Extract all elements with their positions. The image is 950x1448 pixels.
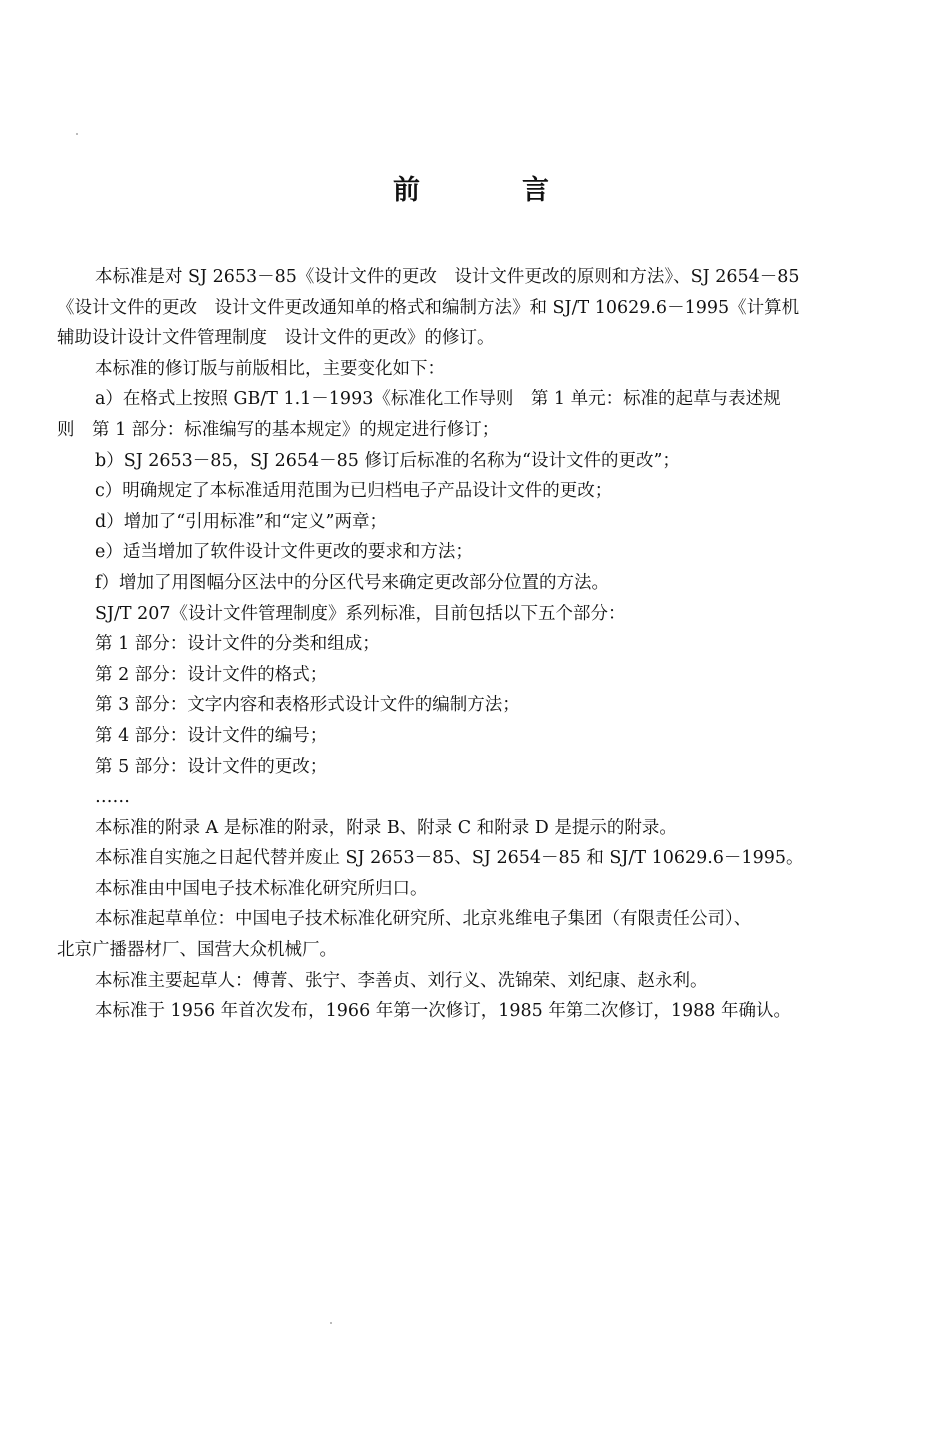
paragraph	[57, 660, 891, 691]
title-char-2: 言	[522, 175, 549, 206]
paragraph	[57, 782, 891, 813]
text-line: 第 1 部分：设计文件的分类和组成；	[95, 634, 380, 655]
text-line: d）增加了“引用标准”和“定义”两章；	[95, 511, 387, 532]
paragraph	[57, 262, 891, 354]
scan-speck	[330, 1322, 332, 1324]
text-line: SJ/T 207《设计文件管理制度》系列标准，目前包括以下五个部分：	[95, 603, 626, 624]
text-line: 辅助设计设计文件管理制度 设计文件的更改》的修订。	[57, 328, 495, 349]
text-line: a）在格式上按照 GB/T 1.1－1993《标准化工作导则 第 1 单元：标准的起草与表述规	[95, 389, 781, 410]
paragraph	[57, 629, 891, 660]
paragraph	[57, 446, 891, 477]
text-line: 北京广播器材厂、国营大众机械厂。	[57, 940, 337, 961]
paragraph	[57, 354, 891, 385]
text-line: c）明确规定了本标准适用范围为已归档电子产品设计文件的更改；	[95, 481, 613, 502]
text-line: f）增加了用图幅分区法中的分区代号来确定更改部分位置的方法。	[95, 572, 609, 593]
text-line: 本标准的修订版与前版相比，主要变化如下：	[95, 358, 445, 379]
scan-speck	[76, 133, 78, 135]
text-line: 第 3 部分：文字内容和表格形式设计文件的编制方法；	[95, 695, 520, 716]
paragraph	[57, 690, 891, 721]
text-line: 第 5 部分：设计文件的更改；	[95, 756, 328, 777]
paragraph	[57, 813, 891, 844]
text-line: 本标准的附录 A 是标准的附录，附录 B、附录 C 和附录 D 是提示的附录。	[95, 817, 677, 838]
text-line: e）适当增加了软件设计文件更改的要求和方法；	[95, 542, 473, 563]
paragraph	[57, 537, 891, 568]
paragraph	[57, 752, 891, 783]
text-line: 《设计文件的更改 设计文件更改通知单的格式和编制方法》和 SJ/T 10629.6－1995《计算机	[57, 297, 800, 318]
document-body	[57, 262, 891, 1027]
text-line: 本标准起草单位：中国电子技术标准化研究所、北京兆维电子集团（有限责任公司）、	[95, 909, 752, 930]
paragraph	[57, 996, 891, 1027]
text-line: 第 2 部分：设计文件的格式；	[95, 664, 328, 685]
paragraph	[57, 874, 891, 905]
text-line: ……	[95, 787, 130, 808]
paragraph	[57, 904, 891, 965]
title-char-1: 前	[393, 175, 420, 206]
text-line: 本标准主要起草人：傅菁、张宁、李善贞、刘行义、冼锦荣、刘纪康、赵永利。	[95, 970, 708, 991]
text-line: 本标准是对 SJ 2653－85《设计文件的更改 设计文件更改的原则和方法》、SJ 2654－85	[95, 267, 800, 287]
paragraph	[57, 568, 891, 599]
text-line: 本标准自实施之日起代替并废止 SJ 2653－85、SJ 2654－85 和 SJ/T 10629.6－1995。	[95, 848, 804, 869]
paragraph	[57, 966, 891, 997]
text-line: 则 第 1 部分：标准编写的基本规定》的规定进行修订；	[57, 419, 500, 440]
text-line: 本标准于 1956 年首次发布，1966 年第一次修订，1985 年第二次修订，1988 年确认。	[95, 1001, 791, 1022]
text-line: b）SJ 2653－85，SJ 2654－85 修订后标准的名称为“设计文件的更改”；	[95, 450, 680, 471]
paragraph	[57, 599, 891, 630]
text-line: 本标准由中国电子技术标准化研究所归口。	[95, 878, 428, 899]
paragraph	[57, 721, 891, 752]
paragraph	[57, 384, 891, 445]
paragraph	[57, 843, 891, 874]
text-line: 第 4 部分：设计文件的编号；	[95, 725, 328, 746]
paragraph	[57, 476, 891, 507]
paragraph	[57, 507, 891, 538]
